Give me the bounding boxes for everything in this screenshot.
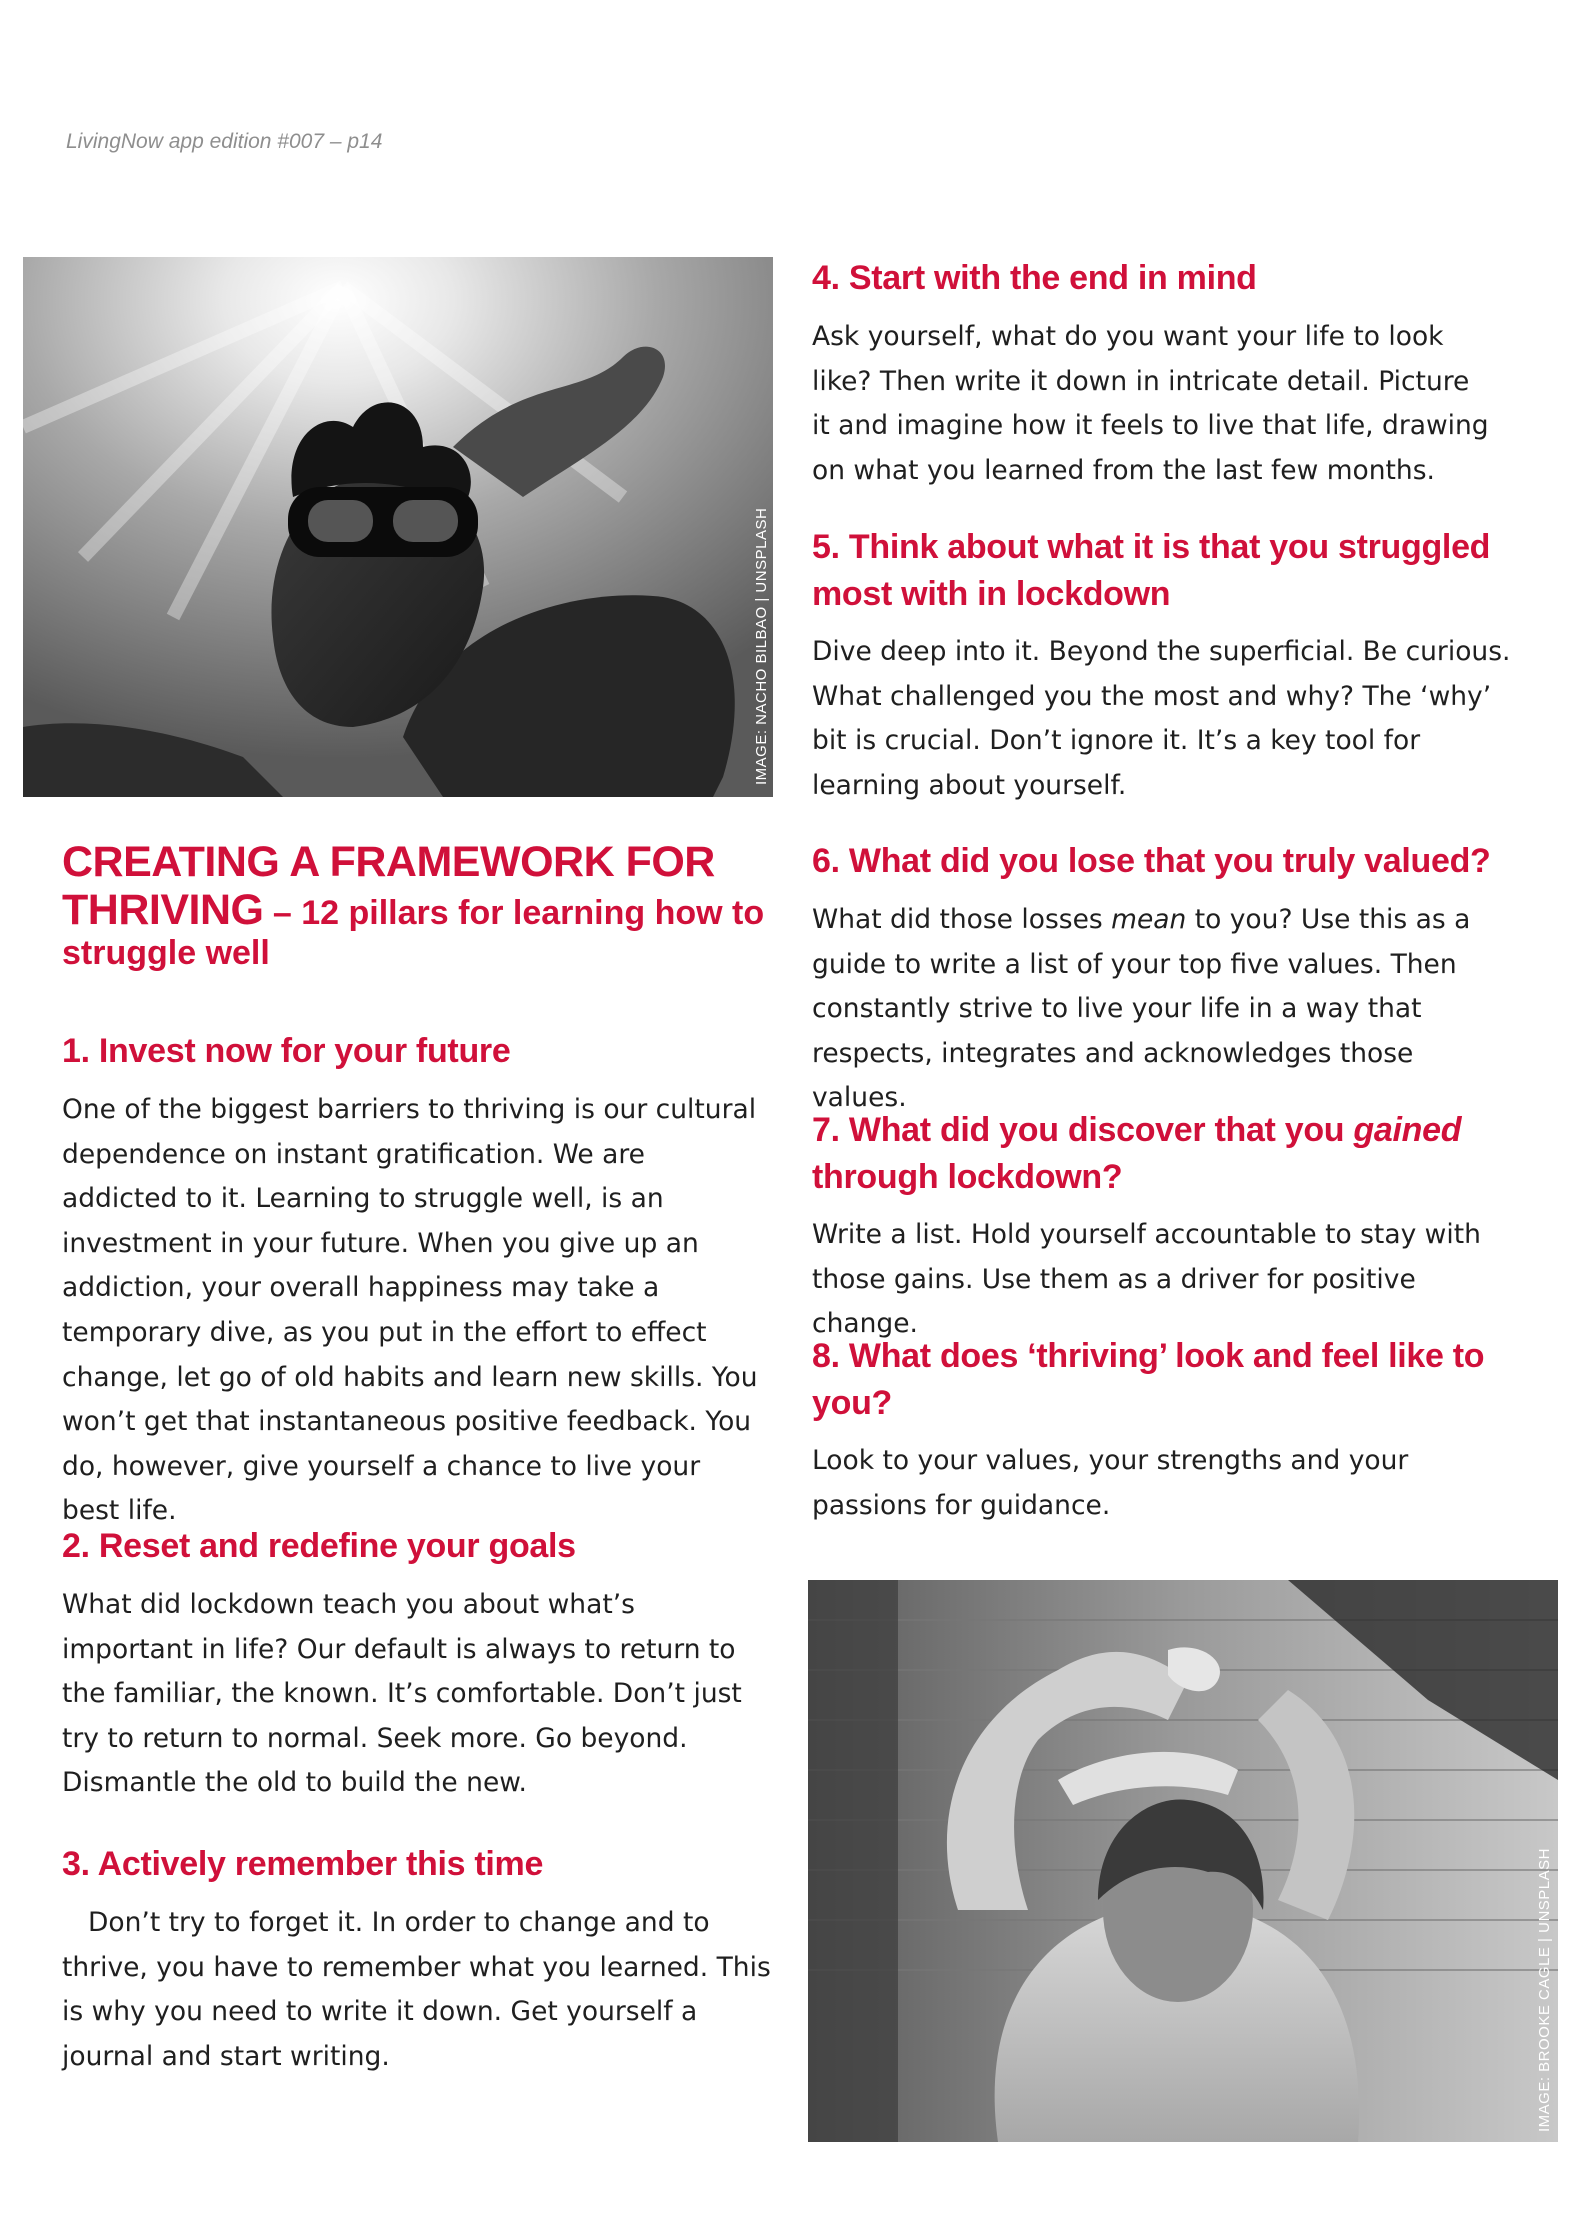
section-2-heading: 2. Reset and redefine your goals — [62, 1527, 576, 1565]
section-3-body: Don’t try to forget it. In order to change and to thrive, you have to remember what you learned. This is why you need to write it down. Get yourself a journal and start writing. — [62, 1907, 771, 2072]
section-7-heading — [812, 1107, 1532, 1201]
section-5-body: Dive deep into it. Beyond the superficial. Be curious. What challenged you the most and why? The ‘why’ bit is crucial. Don’t ignore it. It’s a key tool for learning about yourself. — [812, 636, 1511, 801]
section-3-heading: 3. Actively remember this time — [62, 1845, 544, 1883]
section-7-body: Write a list. Hold yourself accountable to stay with those gains. Use them as a driver for positive change. — [812, 1219, 1481, 1340]
section-6-body — [812, 898, 1512, 1121]
section-1-heading: 1. Invest now for your future — [62, 1032, 511, 1070]
section-6-heading: 6. What did you lose that you truly valued? — [812, 842, 1491, 880]
section-7-heading-a: 7. What did you discover that you — [812, 1111, 1354, 1149]
section-1-body: One of the biggest barriers to thriving is our cultural dependence on instant gratification. We are addicted to it. Learning to struggle well, is an investment in your future. When you give up an addiction, your overall happiness may take a temporary dive, as you put in the effort to effect change, let go of old habits and learn new skills. You won’t get that instantaneous positive feedback. You do, however, give yourself a chance to live your best life. — [62, 1094, 758, 1527]
section-5-heading-line-2: most with in lockdown — [812, 575, 1171, 613]
title-line-1: CREATING A FRAMEWORK FOR — [62, 838, 715, 886]
photo-credit-top: IMAGE: NACHO BILBAO | UNSPLASH — [753, 507, 770, 785]
section-4-heading: 4. Start with the end in mind — [812, 259, 1257, 297]
section-5-heading-line-1: 5. Think about what it is that you struggled — [812, 528, 1491, 566]
underwater-swimmer-photo — [23, 257, 773, 797]
section-8-body: Look to your values, your strengths and your passions for guidance. — [812, 1445, 1409, 1521]
section-6-body-b: to you? Use this as a guide to write a list of your top five values. Then constantly strive to live your life in a way that respects, integrates and acknowledges those values. — [812, 904, 1471, 1114]
section-8-heading — [812, 1333, 1532, 1427]
title-subtitle: – 12 pillars for learning how to — [263, 894, 765, 933]
title-line-2: THRIVING — [62, 886, 264, 935]
running-head: LivingNow app edition #007 – p14 — [66, 130, 383, 153]
title-subtitle-2: struggle well — [62, 934, 270, 973]
section-7-heading-line-2: through lockdown? — [812, 1158, 1123, 1196]
section-8-heading-line-2: you? — [812, 1384, 893, 1422]
section-6-body-a: What did those losses — [812, 904, 1112, 935]
section-5-heading — [812, 524, 1532, 618]
section-4-body: Ask yourself, what do you want your life to look like? Then write it down in intricate detail. Picture it and imagine how it feels to live that life, drawing on what you learned from the last few months. — [812, 321, 1489, 486]
article-title — [62, 838, 772, 972]
section-2-body: What did lockdown teach you about what’s important in life? Our default is always to return to the familiar, the known. It’s comfortable. Don’t just try to return to normal. Seek more. Go beyond. Dismantle the old to build the new. — [62, 1589, 742, 1799]
woman-shading-eyes-photo — [808, 1580, 1558, 2142]
section-6-body-emphasis: mean — [1111, 904, 1187, 935]
section-8-heading-line-1: 8. What does ‘thriving’ look and feel like to — [812, 1337, 1485, 1375]
section-7-heading-emphasis: gained — [1353, 1111, 1462, 1149]
photo-credit-bottom: IMAGE: BROOKE CAGLE | UNSPLASH — [1536, 1848, 1553, 2132]
